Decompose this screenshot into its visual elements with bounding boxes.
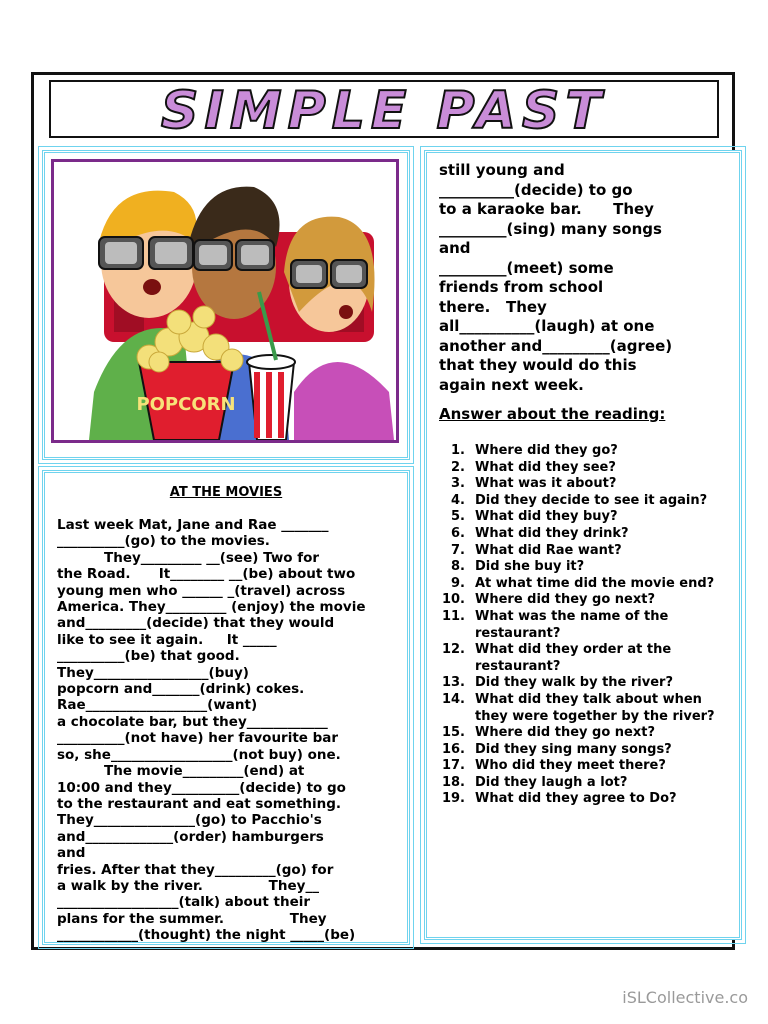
question-text: What was it about? bbox=[475, 476, 617, 492]
question-number: 3. bbox=[451, 476, 465, 492]
question-item bbox=[439, 460, 733, 477]
popcorn-label: POPCORN bbox=[136, 394, 236, 415]
question-item bbox=[439, 609, 733, 642]
question-text: What did Rae want? bbox=[475, 542, 622, 558]
worksheet-title: SIMPLE PAST bbox=[161, 81, 607, 141]
question-number: 5. bbox=[451, 509, 465, 525]
question-number: 6. bbox=[451, 525, 465, 541]
question-text: Where did they go? bbox=[475, 443, 618, 458]
question-item bbox=[439, 675, 733, 692]
question-item bbox=[439, 526, 733, 543]
question-item bbox=[439, 742, 733, 759]
answer-heading: Answer about the reading: bbox=[439, 405, 666, 423]
question-item bbox=[439, 692, 733, 725]
question-text: Did they walk by the river? bbox=[475, 675, 674, 691]
question-item bbox=[439, 576, 733, 593]
question-text: Where did they go next? bbox=[475, 725, 656, 741]
illustration-panel bbox=[42, 150, 410, 460]
questions-panel bbox=[424, 150, 742, 940]
question-number: 19. bbox=[441, 791, 465, 807]
question-text: Did they sing many songs? bbox=[475, 741, 672, 757]
question-text: Where did they go next? bbox=[475, 592, 656, 608]
footer-watermark: iSLCollective.co bbox=[622, 988, 748, 1007]
question-item bbox=[439, 791, 733, 808]
question-item bbox=[439, 543, 733, 560]
question-number: 8. bbox=[451, 559, 465, 575]
story-heading: AT THE MOVIES bbox=[169, 485, 283, 500]
question-text: Did they decide to see it again? bbox=[475, 492, 708, 508]
question-number: 1. bbox=[451, 443, 465, 458]
question-item bbox=[439, 592, 733, 609]
question-list bbox=[439, 443, 733, 808]
story-continuation: still young and __________(decide) to go to a karaoke bar. They _________(sing) many songs and _________(meet) some friends from school there. They all__________(laugh) at one another and_________(agree) that they would do this again next week. bbox=[439, 161, 673, 394]
question-item bbox=[439, 443, 733, 460]
story-panel bbox=[42, 470, 410, 945]
question-item bbox=[439, 775, 733, 792]
question-number: 10. bbox=[441, 592, 465, 608]
question-item bbox=[439, 509, 733, 526]
question-text: Who did they meet there? bbox=[475, 758, 666, 774]
question-number: 7. bbox=[451, 542, 465, 558]
question-number: 9. bbox=[451, 575, 465, 591]
question-text: Did they laugh a lot? bbox=[475, 774, 628, 790]
question-number: 14. bbox=[441, 691, 465, 707]
question-number: 12. bbox=[441, 642, 465, 658]
question-text: What did they buy? bbox=[475, 509, 618, 525]
question-item bbox=[439, 725, 733, 742]
question-number: 15. bbox=[441, 725, 465, 741]
question-number: 11. bbox=[441, 608, 465, 624]
question-text: What was the name of the restaurant? bbox=[475, 608, 669, 641]
question-text: What did they talk about when they were together by the river? bbox=[475, 691, 715, 724]
question-text: What did they order at the restaurant? bbox=[475, 642, 672, 674]
question-item bbox=[439, 493, 733, 510]
question-text: What did they see? bbox=[475, 459, 616, 475]
movie-illustration bbox=[51, 159, 399, 443]
question-number: 16. bbox=[441, 741, 465, 757]
question-text: Did she buy it? bbox=[475, 559, 585, 575]
story-text: Last week Mat, Jane and Rae _______ __________(go) to the movies. They_________ __(see) Two for the Road. It________ __(be) about two young men who ______ _(travel) across America. They_________ (enjoy) the movie and_________(decide) that they would like to see it again. It _____ __________(be) that good. They_________________(buy) popcorn and_______(drink) cokes. Rae__________________(want) a chocolate bar, but they____________ __________(not have) her favourite bar so, she__________________(not buy) one. The movie_________(end) at 10:00 and they__________(decide) to go to the restaurant and eat something. They_______________(go) to Pacchio's and_____________(order) hamburgers and fries. After that they_________(go) for a walk by the river. They__ __________________(talk) about their plans for the summer. They ____________(thought) the night _____(be) bbox=[57, 517, 366, 944]
question-item bbox=[439, 559, 733, 576]
question-item bbox=[439, 476, 733, 493]
question-text: At what time did the movie end? bbox=[475, 575, 715, 591]
question-number: 13. bbox=[441, 675, 465, 691]
question-item bbox=[439, 758, 733, 775]
question-number: 2. bbox=[451, 459, 465, 475]
question-number: 4. bbox=[451, 492, 465, 508]
question-number: 18. bbox=[441, 774, 465, 790]
question-item bbox=[439, 642, 733, 675]
title-banner bbox=[49, 80, 719, 141]
question-text: What did they agree to Do? bbox=[475, 791, 677, 807]
question-number: 17. bbox=[441, 758, 465, 774]
question-text: What did they drink? bbox=[475, 525, 629, 541]
